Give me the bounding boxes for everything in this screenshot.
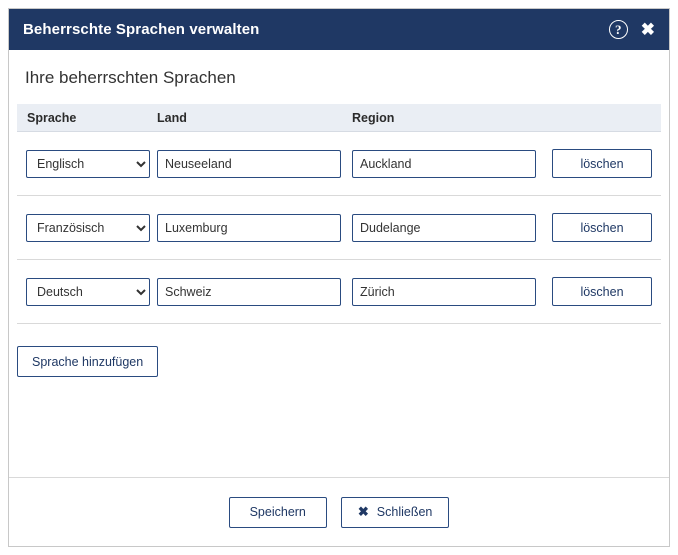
delete-row-button[interactable]: löschen <box>552 149 652 178</box>
delete-row-button[interactable]: löschen <box>552 277 652 306</box>
region-input[interactable] <box>352 150 536 178</box>
row-region-cell <box>352 150 552 178</box>
help-icon[interactable]: ? <box>609 20 628 39</box>
row-region-cell <box>352 278 552 306</box>
country-input[interactable] <box>157 278 341 306</box>
save-button[interactable]: Speichern <box>229 497 327 528</box>
dialog-title-bar <box>9 9 669 50</box>
page-title: Ihre beherrschten Sprachen <box>25 68 236 87</box>
language-rows <box>17 132 661 324</box>
country-input[interactable] <box>157 214 341 242</box>
dialog-body <box>9 50 669 546</box>
column-header-region: Region <box>352 110 395 125</box>
row-country-cell <box>157 214 352 242</box>
row-language-cell <box>17 278 157 306</box>
language-select[interactable] <box>26 214 150 242</box>
table-row <box>17 196 661 260</box>
close-x-icon: ✖ <box>357 504 369 519</box>
country-input[interactable] <box>157 150 341 178</box>
region-input[interactable] <box>352 214 536 242</box>
close-button-label: Schließen <box>376 505 433 519</box>
row-country-cell <box>157 150 352 178</box>
row-action-cell <box>552 213 661 242</box>
close-button[interactable] <box>341 497 450 528</box>
language-select[interactable] <box>26 150 150 178</box>
row-action-cell <box>552 277 661 306</box>
close-icon[interactable]: ✖ <box>640 20 655 39</box>
language-select[interactable] <box>26 278 150 306</box>
delete-row-button[interactable]: löschen <box>552 213 652 242</box>
row-country-cell <box>157 278 352 306</box>
column-header-language: Sprache <box>27 110 77 125</box>
manage-languages-dialog <box>8 8 670 547</box>
row-language-cell <box>17 150 157 178</box>
table-header-row <box>17 104 661 132</box>
row-action-cell <box>552 149 661 178</box>
dialog-footer <box>9 477 669 546</box>
title-bar-actions <box>609 20 655 39</box>
add-language-button[interactable]: Sprache hinzufügen <box>17 346 158 377</box>
column-header-country: Land <box>157 110 187 125</box>
region-input[interactable] <box>352 278 536 306</box>
row-language-cell <box>17 214 157 242</box>
row-region-cell <box>352 214 552 242</box>
table-row <box>17 260 661 324</box>
table-row <box>17 132 661 196</box>
dialog-title: Beherrschte Sprachen verwalten <box>23 21 260 38</box>
